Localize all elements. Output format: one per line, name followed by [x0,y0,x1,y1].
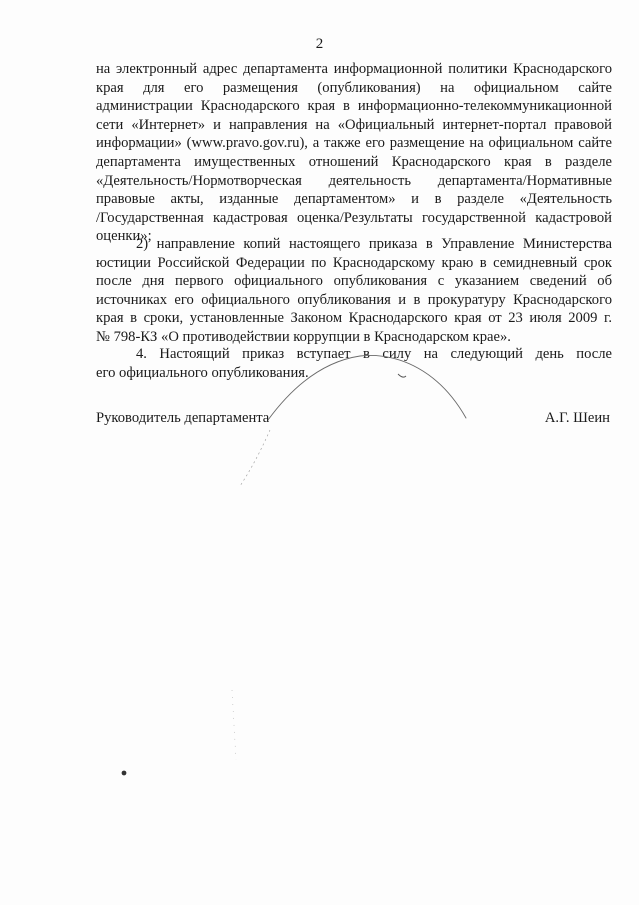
ink-dot [122,771,127,776]
text-line: юстиции Российской Федерации по Краснодарскому краю в семидневный срок [96,254,612,271]
paragraph-distribution [96,60,612,246]
text-line: № 798-КЗ «О противодействии коррупции в Краснодарском крае». [96,328,511,345]
text-line: на электронный адрес департамента информационной политики Краснодарского [96,61,612,77]
text-line: оценки»; [96,228,152,245]
text-line: края для его размещения (опубликования) на официальном сайте [96,79,612,96]
paragraph-effective-date [96,345,612,382]
text-line: после дня первого официального опубликования с указанием сведений об [96,273,612,290]
text-line: администрации Краснодарского края в информационно-телекоммуникационной [96,98,612,115]
text-line: 4. Настоящий приказ вступает в силу на следующий день после [136,346,612,362]
text-line: сети «Интернет» и направления на «Официальный интернет-портал правовой [96,116,612,133]
text-line: «Деятельность/Нормотворческая деятельность департамента/Нормативные [96,172,612,189]
signatory-position: Руководитель департамента [96,410,270,426]
page-number: 2 [315,36,324,52]
text-line: источниках его официального опубликования и в прокуратуру Краснодарского [96,291,612,308]
signatory-name: А.Г. Шеин [544,410,610,426]
text-line: 2) направление копий настоящего приказа в Управление Министерства [136,236,612,252]
text-line: края в сроки, установленные Законом Краснодарского края от 23 июля 2009 г. [96,310,612,327]
text-line: /Государственная кадастровая оценка/Результаты государственной кадастровой [96,209,612,226]
text-line: информации» (www.pravo.gov.ru), а также его размещение на официальном сайте [96,135,612,152]
signature-block [96,410,610,427]
text-line: его официального опубликования. [96,364,309,381]
text-line: департамента имущественных отношений Краснодарского края в разделе [96,153,612,170]
paragraph-copies-to-ministry [96,235,612,347]
text-line: правовые акты, изданные департаментом» и в разделе «Деятельность [96,191,612,208]
